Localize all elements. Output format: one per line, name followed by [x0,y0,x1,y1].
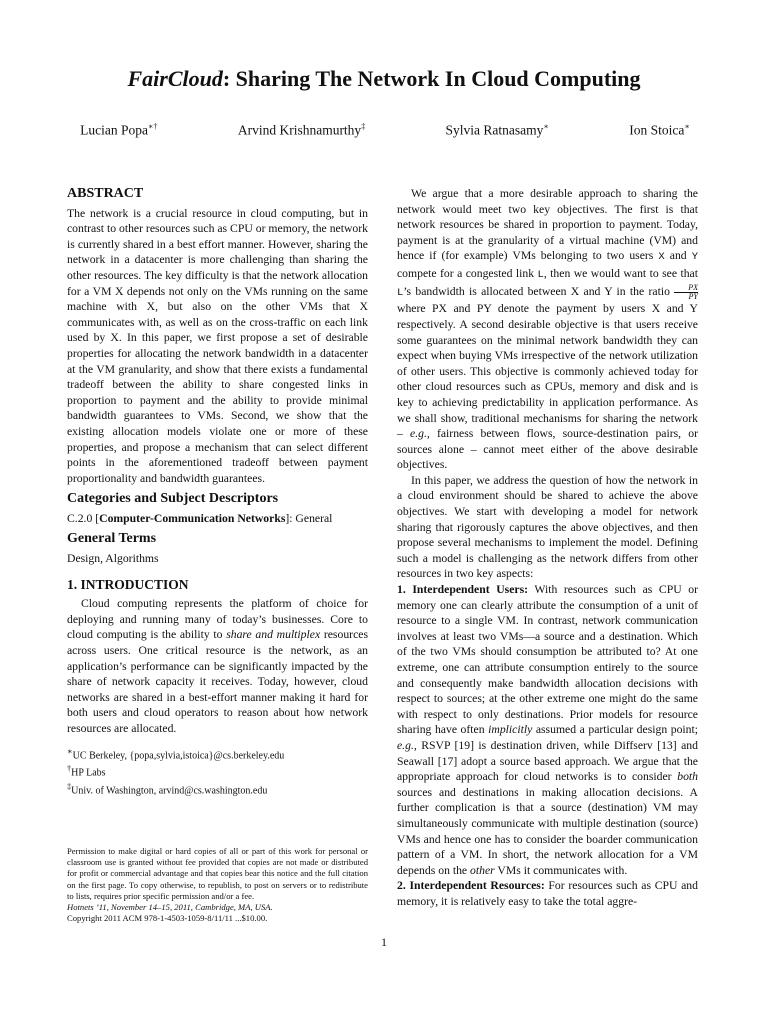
categories-text: C.2.0 [Computer-Communication Networks]: General [67,511,333,525]
left-column [67,186,368,925]
venue-line: Hotnets ’11, November 14–15, 2011, Cambridge, MA, USA. [67,902,273,913]
right-column [397,186,698,910]
interdependent-resources-paragraph: 2. Interdependent Resources: For resources such as CPU and memory, it is relatively easy to take the total aggre- [397,879,698,908]
abstract-heading: ABSTRACT [67,186,144,201]
author: Arvind Krishnamurthy‡ [237,122,366,138]
author: Ion Stoica∗ [629,122,690,138]
footnote: ‡Univ. of Washington, arvind@cs.washington.edu [67,782,268,797]
objectives-paragraph: We argue that a more desirable approach to sharing the network would meet two key objectives. The first is that network resources be shared in proportion to payment. Today, payment is at the granularity of a virtual machine (VM) and hence if (for example) VMs belonging to two users X and Y compete for a congested link L, then we would want to see that L’s bandwidth is allocated between X and Y in the ratio $\frac{PX}{PY}$ where PX and PY denote the payment by users X and Y respectively. A second desirable objective is that users receive some guarantees on the minimal network bandwidth they can expect when buying VMs irrespective of the network utilization of other users. This objective is commonly achieved today for other cloud resources such as CPUs, memory and disk and is key to achieving predictability in application performance. As we shall show, traditional mechanisms for sharing the network – e.g., fairness between flows, source-destination pairs, or sources alone – cannot meet either of the above desirable objectives. [397,187,699,472]
page-number: 1 [381,935,387,949]
categories-heading: Categories and Subject Descriptors [67,491,279,507]
footnote: †HP Labs [67,764,106,779]
payment-ratio: $\frac{PX}{PY}$ [674,284,698,301]
interdependent-users-paragraph: 1. Interdependent Users: With resources such as CPU or memory one can clearly attribute the consumption of a unit of resource to a single VM. In contrast, network communication involves at least two VMs—a source and a destination. Which of the two VMs should consumption be attributed to? At one extreme, one can attribute consumption entirely to the source and consequently make bandwidth allocation decisions with respect to sources; at the other extreme one might do the same with respect to only destinations. Prior models for resource sharing have often implicitly assumed a particular design point; e.g., RSVP [19] is destination driven, while Diffserv [13] and Seawall [17] adopt a source based approach. We argue that the appropriate approach for cloud networks is to consider both sources and destinations in making allocation decisions. A further complication is that a source (destination) VM may simultaneously communicate with multiple destination (source) VMs and hence one has to consider the boarder communication pattern of a VM. In short, the network allocation for a VM depends on the other VMs it communicates with. [397,583,699,877]
author: Sylvia Ratnasamy∗ [445,122,549,138]
paper-title [0,66,768,92]
general-terms-heading: General Terms [67,531,157,547]
abstract-text: The network is a crucial resource in cloud computing, but in contrast to other resources such as CPU or memory, the network is currently shared in a best effort manner. However, sharing the network in a datacenter is more challenging than sharing the other resources. The key difficulty is that the network allocation for a VM X depends not only on the VMs running on the same machine with X, but also on the other VMs that X communicates with, as well as on the cross-traffic on each link used by X. In this paper, we first propose a set of desirable properties for allocating the network bandwidth in a datacenter at the VM granularity, and show that there exists a fundamental tradeoff between the ability to share congested links in proportion to payment and the ability to provide minimal bandwidth guarantees to VMs. Second, we show that the existing allocation models violate one or more of these properties, and propose a mechanism that can select different points in the aforementioned tradeoff between payment proportionality and bandwidth guarantees. [67,206,368,485]
paper-goal-paragraph: In this paper, we address the question of how the network in a cloud environment should be shared to achieve the above objectives. We start with developing a model for network sharing that rigorously captures the above objectives, and then propose several mechanisms to implement the model. Defining such a model is challenging as the network differs from other resources in two key aspects: [397,473,698,581]
title-rest: : Sharing The Network In Cloud Computing [222,66,641,91]
copyright-line: Copyright 2011 ACM 978-1-4503-1059-8/11/11 ...$10.00. [67,913,268,924]
permission-notice: Permission to make digital or hard copies of all or part of this work for personal or classroom use is granted without fee provided that copies are not made or distributed for profit or commercial advantage and that copies bear this notice and the full citation on the first page. To copy otherwise, to republish, to post on servers or to redistribute to lists, requires prior specific permission and/or a fee. [67,846,368,901]
author: Lucian Popa∗† [80,122,158,138]
footnotes [67,745,368,798]
general-terms-text: Design, Algorithms [67,552,159,566]
title-italic: FairCloud [127,66,223,91]
introduction-paragraph: Cloud computing represents the platform of choice for deploying and running many of today’s businesses. Core to cloud computing is the ability to share and multiplex resources across users. One critical resource is the network, as an application’s performance can be significantly impacted by the share of network capacity it receives. Today, however, cloud networks are shared in a best-effort manner making it hard for both users and cloud operators to reason about how network resources are allocated. [67,597,368,735]
author-list [40,122,730,139]
footnote: ∗UC Berkeley, {popa,sylvia,istoica}@cs.berkeley.edu [67,746,285,761]
introduction-heading: 1. INTRODUCTION [67,576,189,592]
